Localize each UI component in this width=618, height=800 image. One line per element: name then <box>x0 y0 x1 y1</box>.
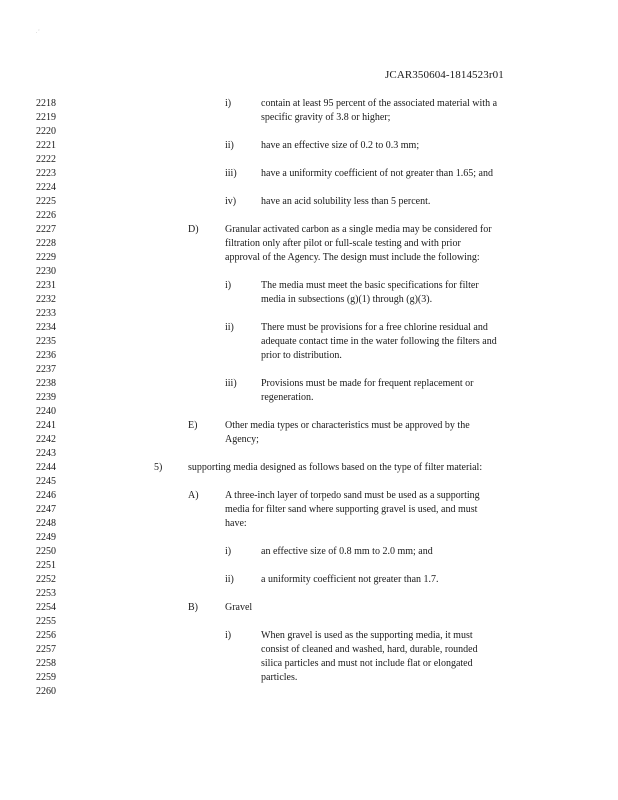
document-id: JCAR350604-1814523r01 <box>385 69 504 81</box>
text-line: When gravel is used as the supporting media, it must <box>261 630 473 641</box>
line-number: 2259 <box>36 672 56 683</box>
text-line: A three-inch layer of torpedo sand must be used as a supporting <box>225 490 480 501</box>
list-marker: ii) <box>225 322 234 333</box>
text-line: Granular activated carbon as a single media may be considered for <box>225 224 492 235</box>
line-number: 2226 <box>36 210 56 221</box>
text-line: media in subsections (g)(1) through (g)(3). <box>261 294 433 305</box>
line-number: 2218 <box>36 98 56 109</box>
text-line: silica particles and must not include flat or elongated <box>261 658 473 669</box>
line-number: 2260 <box>36 686 56 697</box>
text-line: approval of the Agency. The design must include the following: <box>225 252 480 263</box>
margin-specks: . ' <box>36 30 40 35</box>
list-marker: iii) <box>225 378 237 389</box>
line-number: 2232 <box>36 294 56 305</box>
text-line: adequate contact time in the water following the filters and <box>261 336 497 347</box>
list-marker: iii) <box>225 168 237 179</box>
line-number-column <box>36 97 66 699</box>
text-line: filtration only after pilot or full-scale testing and with prior <box>225 238 461 249</box>
list-marker: 5) <box>154 462 163 473</box>
line-number: 2244 <box>36 462 56 473</box>
text-line: regeneration. <box>261 392 314 403</box>
line-number: 2250 <box>36 546 56 557</box>
line-number: 2222 <box>36 154 56 165</box>
text-line: a uniformity coefficient not greater than 1.7. <box>261 574 439 585</box>
list-marker: ii) <box>225 140 234 151</box>
line-number: 2230 <box>36 266 56 277</box>
line-number: 2231 <box>36 280 56 291</box>
line-number: 2233 <box>36 308 56 319</box>
line-number: 2227 <box>36 224 56 235</box>
list-marker: i) <box>225 630 232 641</box>
line-number: 2225 <box>36 196 56 207</box>
line-number: 2256 <box>36 630 56 641</box>
line-number: 2248 <box>36 518 56 529</box>
line-number: 2243 <box>36 448 56 459</box>
text-line: particles. <box>261 672 298 683</box>
text-line: have an acid solubility less than 5 percent. <box>261 196 431 207</box>
text-line: The media must meet the basic specifications for filter <box>261 280 479 291</box>
line-number: 2254 <box>36 602 56 613</box>
list-marker: iv) <box>225 196 237 207</box>
line-number: 2235 <box>36 336 56 347</box>
text-line: supporting media designed as follows based on the type of filter material: <box>188 462 483 473</box>
line-number: 2247 <box>36 504 56 515</box>
text-line: consist of cleaned and washed, hard, durable, rounded <box>261 644 478 655</box>
line-number: 2240 <box>36 406 56 417</box>
line-number: 2251 <box>36 560 56 571</box>
list-marker: ii) <box>225 574 234 585</box>
text-line: There must be provisions for a free chlorine residual and <box>261 322 488 333</box>
line-number: 2223 <box>36 168 56 179</box>
line-number: 2224 <box>36 182 56 193</box>
list-marker: B) <box>188 602 198 613</box>
text-line: an effective size of 0.8 mm to 2.0 mm; and <box>261 546 433 557</box>
line-number: 2249 <box>36 532 56 543</box>
line-number: 2219 <box>36 112 56 123</box>
text-line: media for filter sand where supporting gravel is used, and must <box>225 504 478 515</box>
list-marker: i) <box>225 280 232 291</box>
line-number: 2221 <box>36 140 56 151</box>
line-number: 2241 <box>36 420 56 431</box>
text-line: have an effective size of 0.2 to 0.3 mm; <box>261 140 420 151</box>
list-marker: A) <box>188 490 199 501</box>
line-number: 2258 <box>36 658 56 669</box>
list-marker: D) <box>188 224 199 235</box>
line-number: 2252 <box>36 574 56 585</box>
line-number: 2234 <box>36 322 56 333</box>
list-marker: i) <box>225 546 232 557</box>
line-number: 2238 <box>36 378 56 389</box>
text-line: have a uniformity coefficient of not greater than 1.65; and <box>261 168 493 179</box>
text-line: Agency; <box>225 434 259 445</box>
line-number: 2229 <box>36 252 56 263</box>
text-line: have: <box>225 518 247 529</box>
text-line: specific gravity of 3.8 or higher; <box>261 112 391 123</box>
text-line: prior to distribution. <box>261 350 342 361</box>
line-number: 2246 <box>36 490 56 501</box>
line-number: 2237 <box>36 364 56 375</box>
line-number: 2236 <box>36 350 56 361</box>
text-line: contain at least 95 percent of the associated material with a <box>261 98 498 109</box>
text-line: Provisions must be made for frequent replacement or <box>261 378 474 389</box>
line-number: 2239 <box>36 392 56 403</box>
list-marker: E) <box>188 420 198 431</box>
text-line: Gravel <box>225 602 253 613</box>
text-line: Other media types or characteristics must be approved by the <box>225 420 470 431</box>
line-number: 2255 <box>36 616 56 627</box>
line-number: 2228 <box>36 238 56 249</box>
list-marker: i) <box>225 98 232 109</box>
line-number: 2245 <box>36 476 56 487</box>
line-number: 2257 <box>36 644 56 655</box>
line-number: 2220 <box>36 126 56 137</box>
line-number: 2242 <box>36 434 56 445</box>
line-number: 2253 <box>36 588 56 599</box>
